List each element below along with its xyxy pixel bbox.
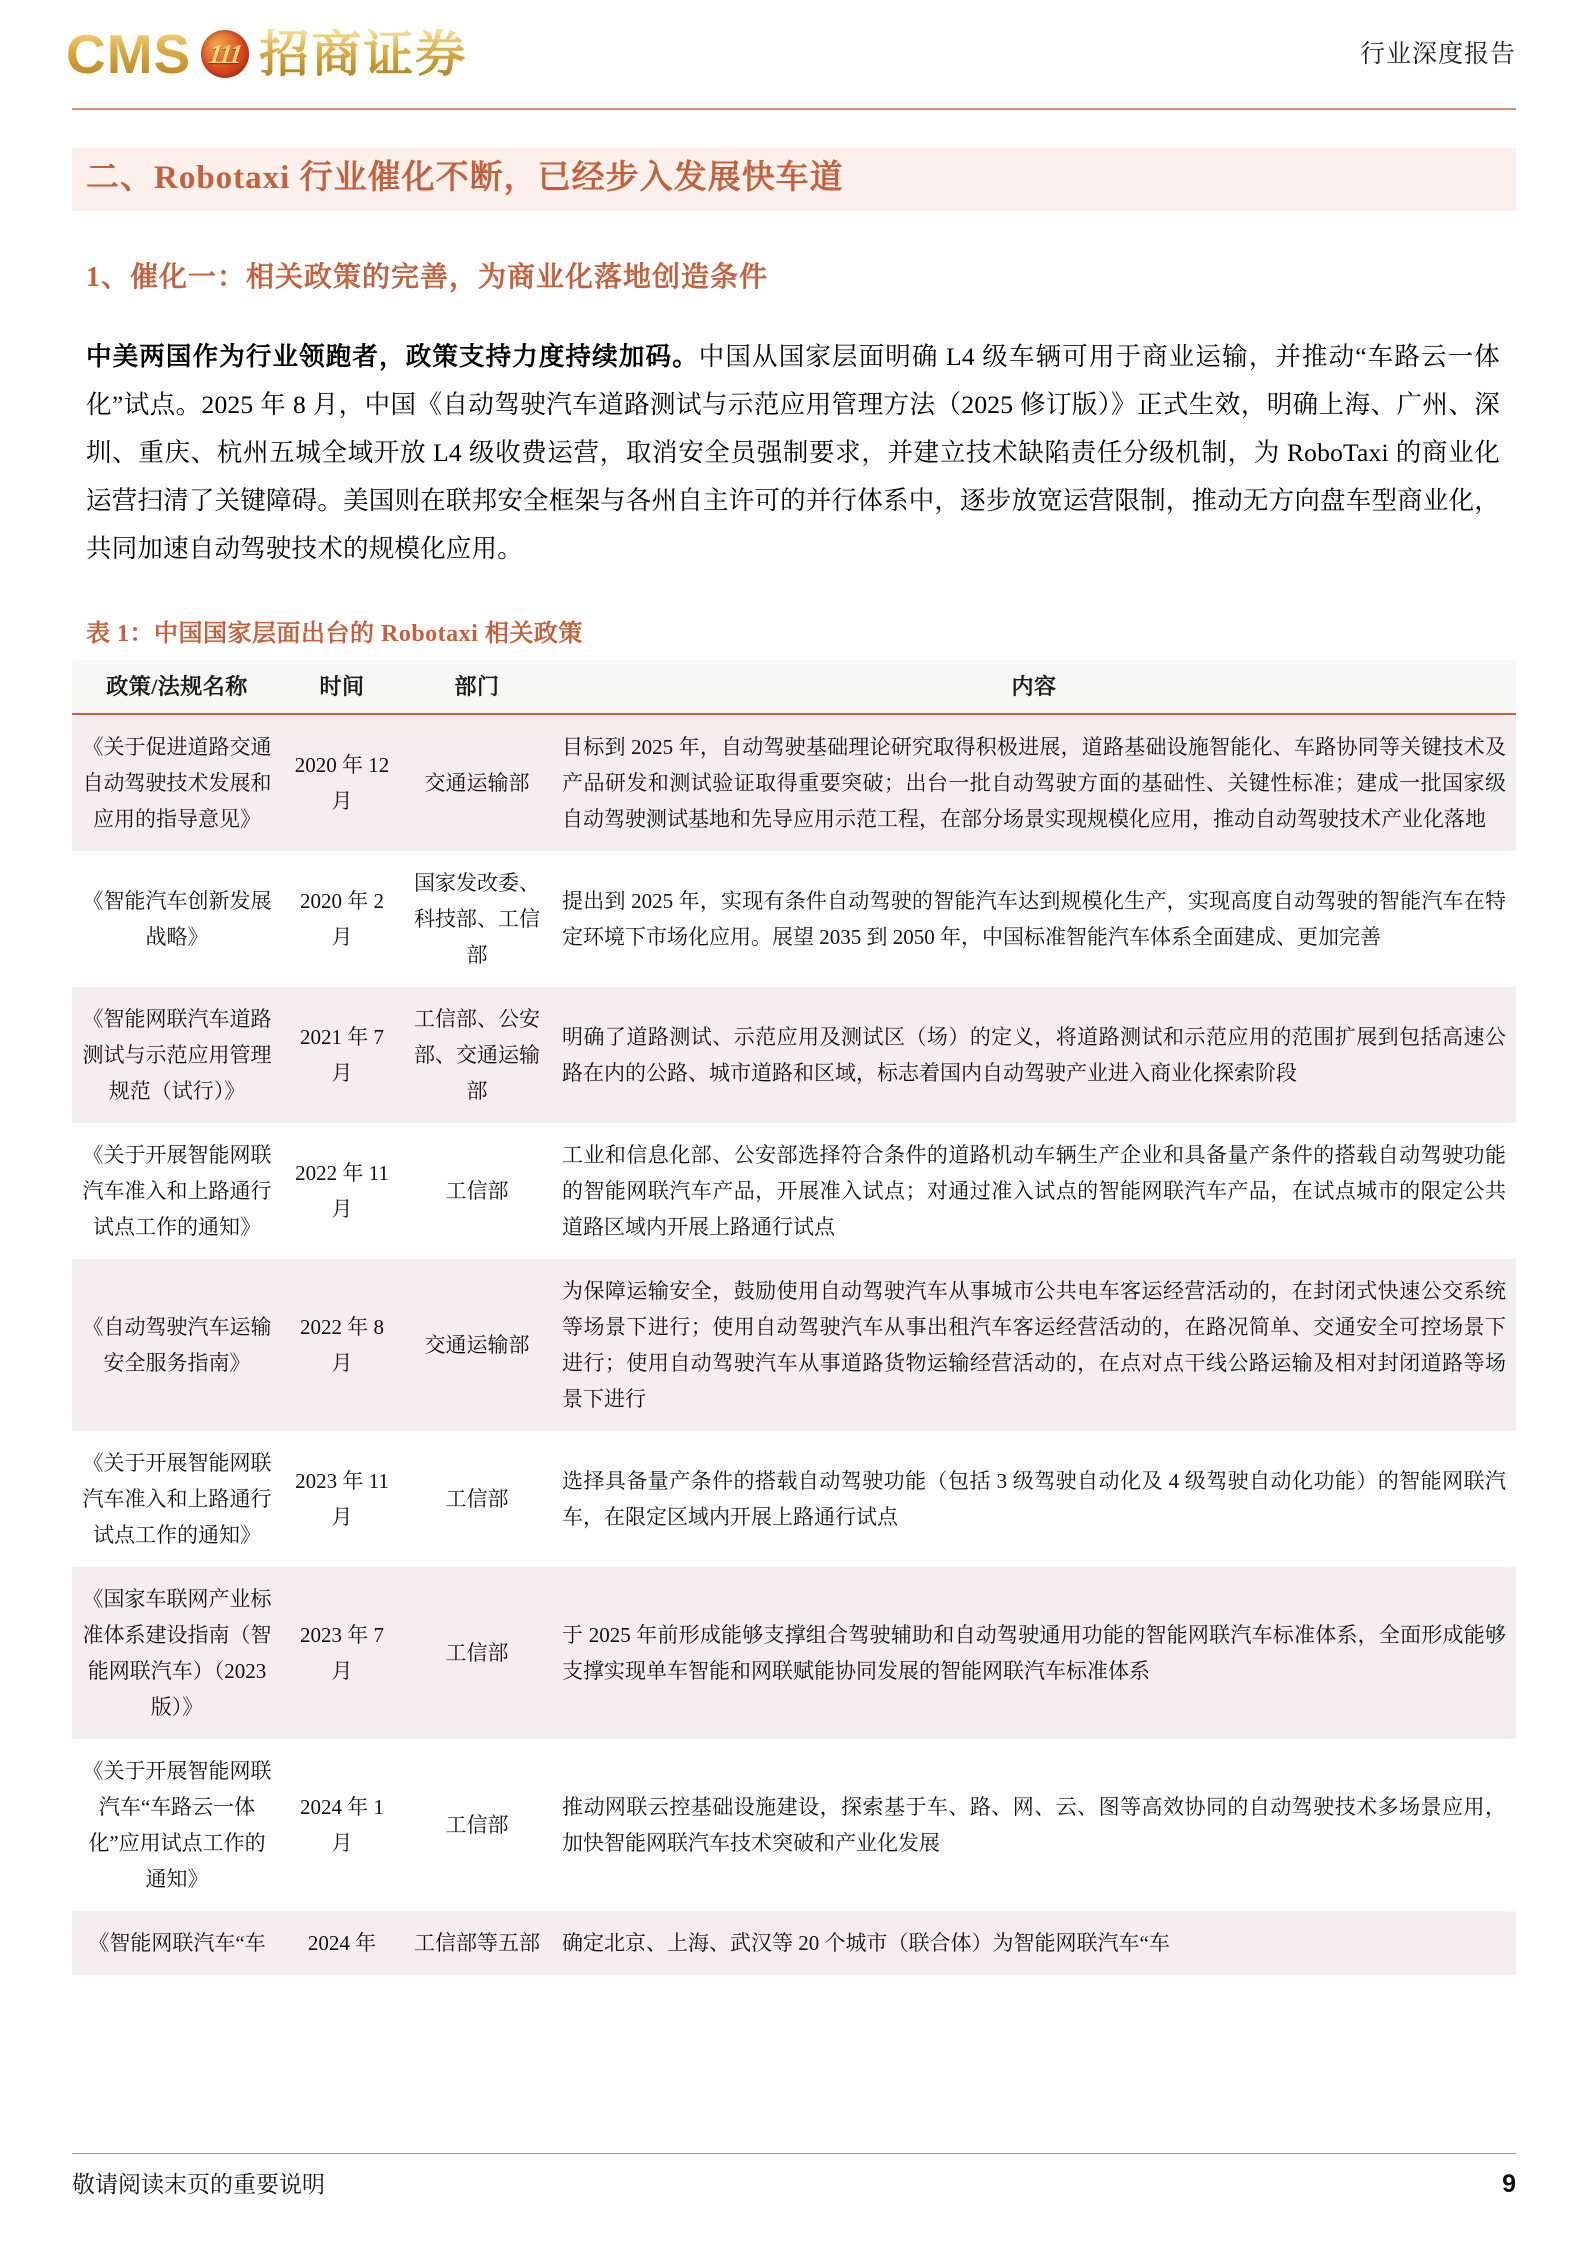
policy-name-cell: 《关于开展智能网联汽车准入和上路通行试点工作的通知》: [82, 1143, 272, 1240]
logo-emblem-icon: [201, 30, 249, 78]
column-header-content: 内容: [552, 660, 1516, 714]
policy-time-cell: 2023 年 7 月: [282, 1567, 402, 1739]
footer-divider: [72, 2153, 1516, 2154]
policy-content-cell: 于 2025 年前形成能够支撑组合驾驶辅助和自动驾驶通用功能的智能网联汽车标准体系，全面形成能够支撑实现单车智能和网联赋能协同发展的智能网联汽车标准体系: [552, 1567, 1516, 1739]
policy-name-cell: 《关于开展智能网联汽车“车路云一体化”应用试点工作的通知》: [82, 1759, 272, 1892]
policy-content-cell: 工业和信息化部、公安部选择符合条件的道路机动车辆生产企业和具备量产条件的搭载自动驾驶功能的智能网联汽车产品，开展准入试点；对通过准入试点的智能网联汽车产品，在试点城市的限定公共道路区域内开展上路通行试点: [562, 1143, 1506, 1240]
cms-logo: [66, 22, 468, 85]
policy-dept-cell: 工信部、公安部、交通运输部: [402, 987, 552, 1123]
page-header: [66, 0, 1516, 108]
table-row: [72, 1739, 1516, 1911]
policy-time-cell: 2024 年: [282, 1911, 402, 1975]
logo-emblem-text: 111: [207, 38, 244, 69]
policy-dept-cell: 国家发改委、科技部、工信部: [414, 871, 540, 968]
policy-content-cell: 确定北京、上海、武汉等 20 个城市（联合体）为智能网联汽车“车: [552, 1911, 1516, 1975]
policy-name-cell: 《关于促进道路交通自动驾驶技术发展和应用的指导意见》: [72, 714, 282, 851]
policy-name-cell: 《关于开展智能网联汽车准入和上路通行试点工作的通知》: [82, 1451, 272, 1548]
policy-time-cell: 2022 年 8 月: [282, 1259, 402, 1431]
policy-time-cell: 2021 年 7 月: [282, 987, 402, 1123]
table-header-row: [72, 660, 1516, 714]
table-row: [72, 1123, 1516, 1259]
table-row: [72, 714, 1516, 851]
policy-time-cell: 2020 年 12 月: [282, 714, 402, 851]
policy-time-cell: 2023 年 11 月: [295, 1469, 389, 1530]
page-footer: [72, 2153, 1516, 2199]
section-heading-level2: 1、催化一：相关政策的完善，为商业化落地创造条件: [86, 262, 769, 294]
policy-name-cell: 《智能汽车创新发展战略》: [82, 889, 272, 950]
table-body: [72, 714, 1516, 1975]
policy-dept-cell: 工信部等五部: [402, 1911, 552, 1975]
table-row: [72, 851, 1516, 987]
body-paragraph: [72, 333, 1516, 573]
policy-name-cell: 《自动驾驶汽车运输安全服务指南》: [72, 1259, 282, 1431]
column-header-time: 时间: [282, 660, 402, 714]
paragraph-lead-sentence: 中美两国作为行业领跑者，政策支持力度持续加码。: [86, 342, 699, 372]
policy-content-cell: 推动网联云控基础设施建设，探索基于车、路、网、云、图等高效协同的自动驾驶技术多场景应用，加快智能网联汽车技术突破和产业化发展: [562, 1795, 1506, 1856]
column-header-dept: 部门: [402, 660, 552, 714]
policy-time-cell: 2022 年 11 月: [295, 1161, 389, 1222]
policy-content-cell: 提出到 2025 年，实现有条件自动驾驶的智能汽车达到规模化生产，实现高度自动驾驶的智能汽车在特定环境下市场化应用。展望 2035 到 2050 年，中国标准智能汽车体系全面建成、更加完善: [562, 889, 1506, 950]
policy-time-cell: 2024 年 1 月: [300, 1795, 384, 1856]
table-row: [72, 1911, 1516, 1975]
logo-latin-text: CMS: [66, 22, 192, 85]
footer-note: 敬请阅读末页的重要说明: [72, 2172, 325, 2197]
table-row: [72, 1431, 1516, 1567]
policy-dept-cell: 工信部: [402, 1567, 552, 1739]
policy-content-cell: 选择具备量产条件的搭载自动驾驶功能（包括 3 级驾驶自动化及 4 级驾驶自动化功能）的智能网联汽车，在限定区域内开展上路通行试点: [562, 1469, 1506, 1530]
policy-dept-cell: 交通运输部: [402, 714, 552, 851]
table-caption: 表 1：中国国家层面出台的 Robotaxi 相关政策: [86, 621, 583, 648]
policy-dept-cell: 交通运输部: [402, 1259, 552, 1431]
policy-dept-cell: 工信部: [445, 1813, 509, 1838]
logo-chinese-text: 招商证券: [259, 26, 468, 82]
policy-name-cell: 《智能网联汽车“车: [72, 1911, 282, 1975]
table-row: [72, 987, 1516, 1123]
policy-name-cell: 《智能网联汽车道路测试与示范应用管理规范（试行）》: [72, 987, 282, 1123]
policy-dept-cell: 工信部: [445, 1487, 509, 1512]
policy-content-cell: 目标到 2025 年，自动驾驶基础理论研究取得积极进展，道路基础设施智能化、车路协同等关键技术及产品研发和测试验证取得重要突破；出台一批自动驾驶方面的基础性、关键性标准；建成一批国家级自动驾驶测试基地和先导应用示范工程，在部分场景实现规模化应用，推动自动驾驶技术产业化落地: [552, 714, 1516, 851]
column-header-name: 政策/法规名称: [72, 660, 282, 714]
page-number: 9: [1502, 2170, 1516, 2198]
policy-time-cell: 2020 年 2 月: [300, 889, 384, 950]
table-row: [72, 1567, 1516, 1739]
table-row: [72, 1259, 1516, 1431]
document-type-label: 行业深度报告: [1359, 41, 1516, 68]
policy-table: [72, 660, 1516, 1975]
policy-content-cell: 明确了道路测试、示范应用及测试区（场）的定义，将道路测试和示范应用的范围扩展到包括高速公路在内的公路、城市道路和区域，标志着国内自动驾驶产业进入商业化探索阶段: [552, 987, 1516, 1123]
header-divider: [72, 108, 1516, 110]
policy-dept-cell: 工信部: [445, 1179, 509, 1204]
policy-name-cell: 《国家车联网产业标准体系建设指南（智能网联汽车）（2023 版）》: [72, 1567, 282, 1739]
paragraph-body-text: 中国从国家层面明确 L4 级车辆可用于商业运输，并推动“车路云一体化”试点。2025 年 8 月，中国《自动驾驶汽车道路测试与示范应用管理方法（2025 修订版）》正式生效，明确上海、广州、深圳、重庆、杭州五城全域开放 L4 级收费运营，取消安全员强制要求，并建立技术缺陷责任分级机制，为 RoboTaxi 的商业化运营扫清了关键障碍。美国则在联邦安全框架与各州自主许可的并行体系中，逐步放宽运营限制，推动无方向盘车型商业化，共同加速自动驾驶技术的规模化应用。: [86, 342, 1501, 564]
table-header: [72, 660, 1516, 714]
section-heading-level1: 二、Robotaxi 行业催化不断，已经步入发展快车道: [72, 148, 1516, 211]
policy-content-cell: 为保障运输安全，鼓励使用自动驾驶汽车从事城市公共电车客运经营活动的，在封闭式快速公交系统等场景下进行；使用自动驾驶汽车从事出租汽车客运经营活动的，在路况简单、交通安全可控场景下进行；使用自动驾驶汽车从事道路货物运输经营活动的，在点对点干线公路运输及相对封闭道路等场景下进行: [552, 1259, 1516, 1431]
